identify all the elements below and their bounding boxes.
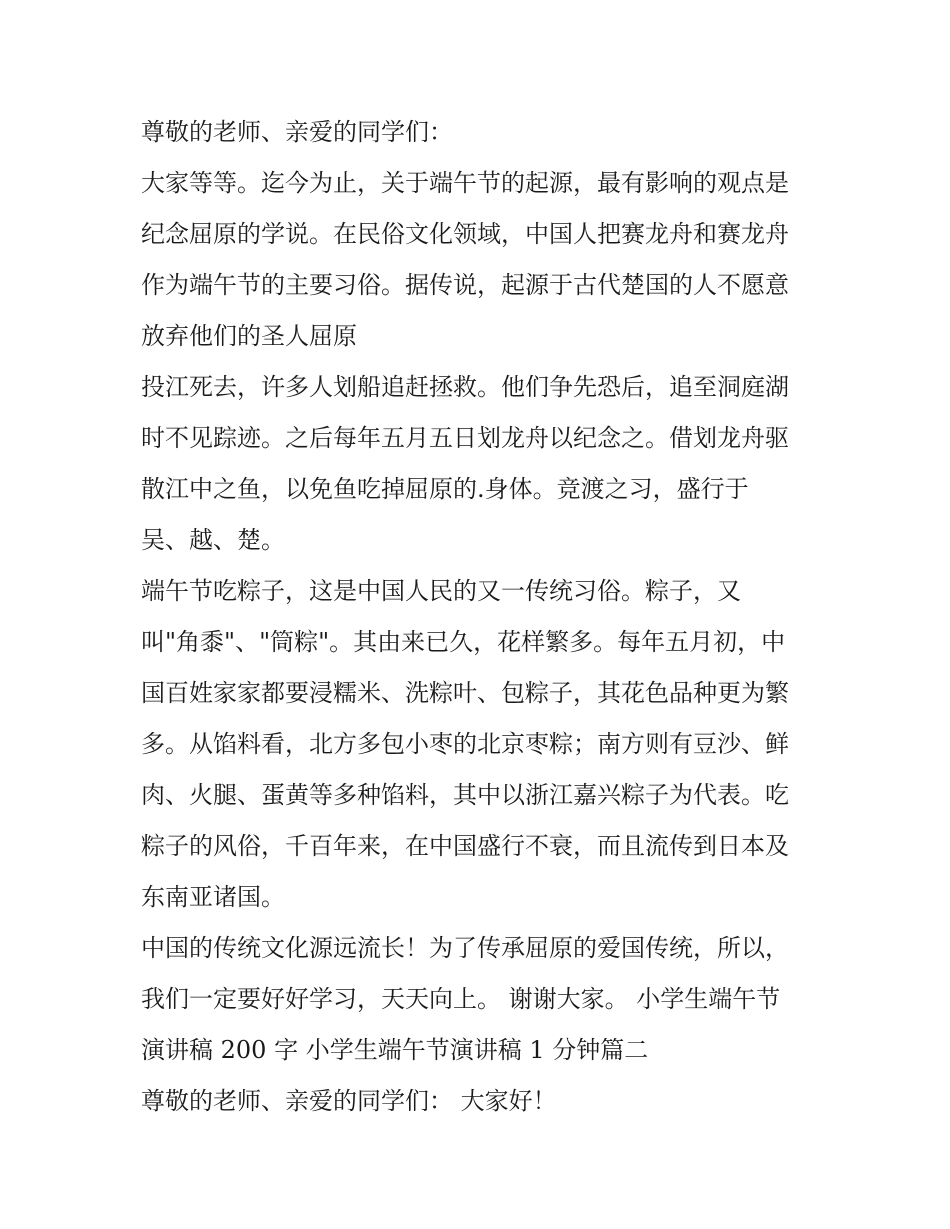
text-line: 散江中之鱼，以免鱼吃掉屈原的.身体。竞渡之习，盛行于 — [141, 475, 749, 503]
text-line: 放弃他们的圣人屈原 — [141, 322, 357, 350]
text-line-salutation: 尊敬的老师、亲爱的同学们： 大家好！ — [141, 1087, 557, 1115]
text-line: 多。从馅料看，北方多包小枣的北京枣粽；南方则有豆沙、鲜 — [141, 730, 789, 758]
text-line: 时不见踪迹。之后每年五月五日划龙舟以纪念之。借划龙舟驱 — [141, 424, 789, 452]
text-line: 我们一定要好好学习，天天向上。 谢谢大家。 小学生端午节 — [141, 985, 781, 1013]
text-line: 投江死去，许多人划船追赶拯救。他们争先恐后，追至洞庭湖 — [141, 373, 789, 401]
text-line: 叫"角黍"、"筒粽"。其由来已久，花样繁多。每年五月初，中 — [141, 628, 786, 656]
text-line: 中国的传统文化源远流长！为了传承屈原的爱国传统，所以， — [141, 934, 789, 962]
text-line: 纪念屈原的学说。在民俗文化领域，中国人把赛龙舟和赛龙舟 — [141, 220, 789, 248]
text-line: 肉、火腿、蛋黄等多种馅料，其中以浙江嘉兴粽子为代表。吃 — [141, 781, 789, 809]
text-line: 吴、越、楚。 — [141, 526, 285, 554]
speech-text — [141, 107, 821, 1127]
text-line: 大家等等。迄今为止，关于端午节的起源，最有影响的观点是 — [141, 169, 789, 197]
text-line: 粽子的风俗，千百年来，在中国盛行不衰，而且流传到日本及 — [141, 832, 789, 860]
text-line-salutation: 尊敬的老师、亲爱的同学们： — [141, 118, 453, 146]
text-line: 端午节吃粽子，这是中国人民的又一传统习俗。粽子，又 — [141, 577, 741, 605]
text-line: 东南亚诸国。 — [141, 883, 285, 911]
text-line: 演讲稿 200 字 小学生端午节演讲稿 1 分钟篇二 — [141, 1036, 649, 1064]
text-line: 作为端午节的主要习俗。据传说，起源于古代楚国的人不愿意 — [141, 271, 789, 299]
text-line: 国百姓家家都要浸糯米、洗粽叶、包粽子，其花色品种更为繁 — [141, 679, 789, 707]
